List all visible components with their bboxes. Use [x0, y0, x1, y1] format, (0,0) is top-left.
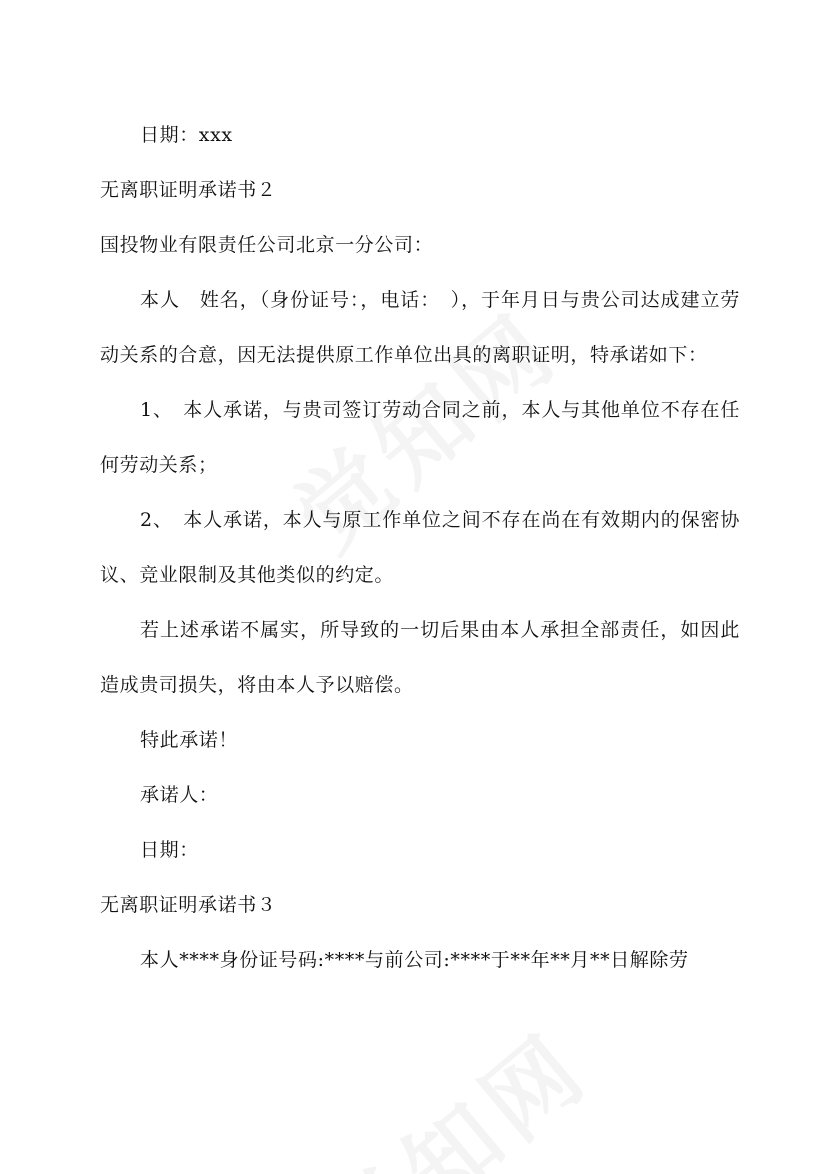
section3-first-line: 本人****身份证号码:****与前公司:****于**年**月**日解除劳 — [140, 949, 689, 971]
intro-paragraph: 本人 姓名，（身份证号：，电话： ），于年月日与贵公司达成建立劳动关系的合意，因无法提供原工作单位出具的离职证明，特承诺如下： — [100, 289, 740, 366]
watermark-logo-bottom — [293, 997, 612, 1174]
signer-line: 承诺人： — [140, 784, 219, 806]
commitment-item-1: 1、 本人承诺，与贵司签订劳动合同之前，本人与其他单位不存在任何劳动关系； — [100, 399, 740, 476]
closing-line: 特此承诺！ — [140, 729, 239, 751]
section-title-3: 无离职证明承诺书３ — [100, 894, 277, 916]
date-blank-line: 日期： — [140, 839, 199, 861]
section-title-2: 无离职证明承诺书２ — [100, 179, 277, 201]
liability-paragraph: 若上述承诺不属实，所导致的一切后果由本人承担全部责任，如因此造成贵司损失，将由本人予以赔偿。 — [100, 619, 740, 696]
addressee-line: 国投物业有限责任公司北京一分公司： — [100, 234, 434, 256]
date-line: 日期：xxx — [140, 124, 233, 146]
commitment-item-2: 2、 本人承诺，本人与原工作单位之间不存在尚在有效期内的保密协议、竞业限制及其他类似的约定。 — [100, 509, 740, 586]
document-body — [100, 108, 740, 988]
